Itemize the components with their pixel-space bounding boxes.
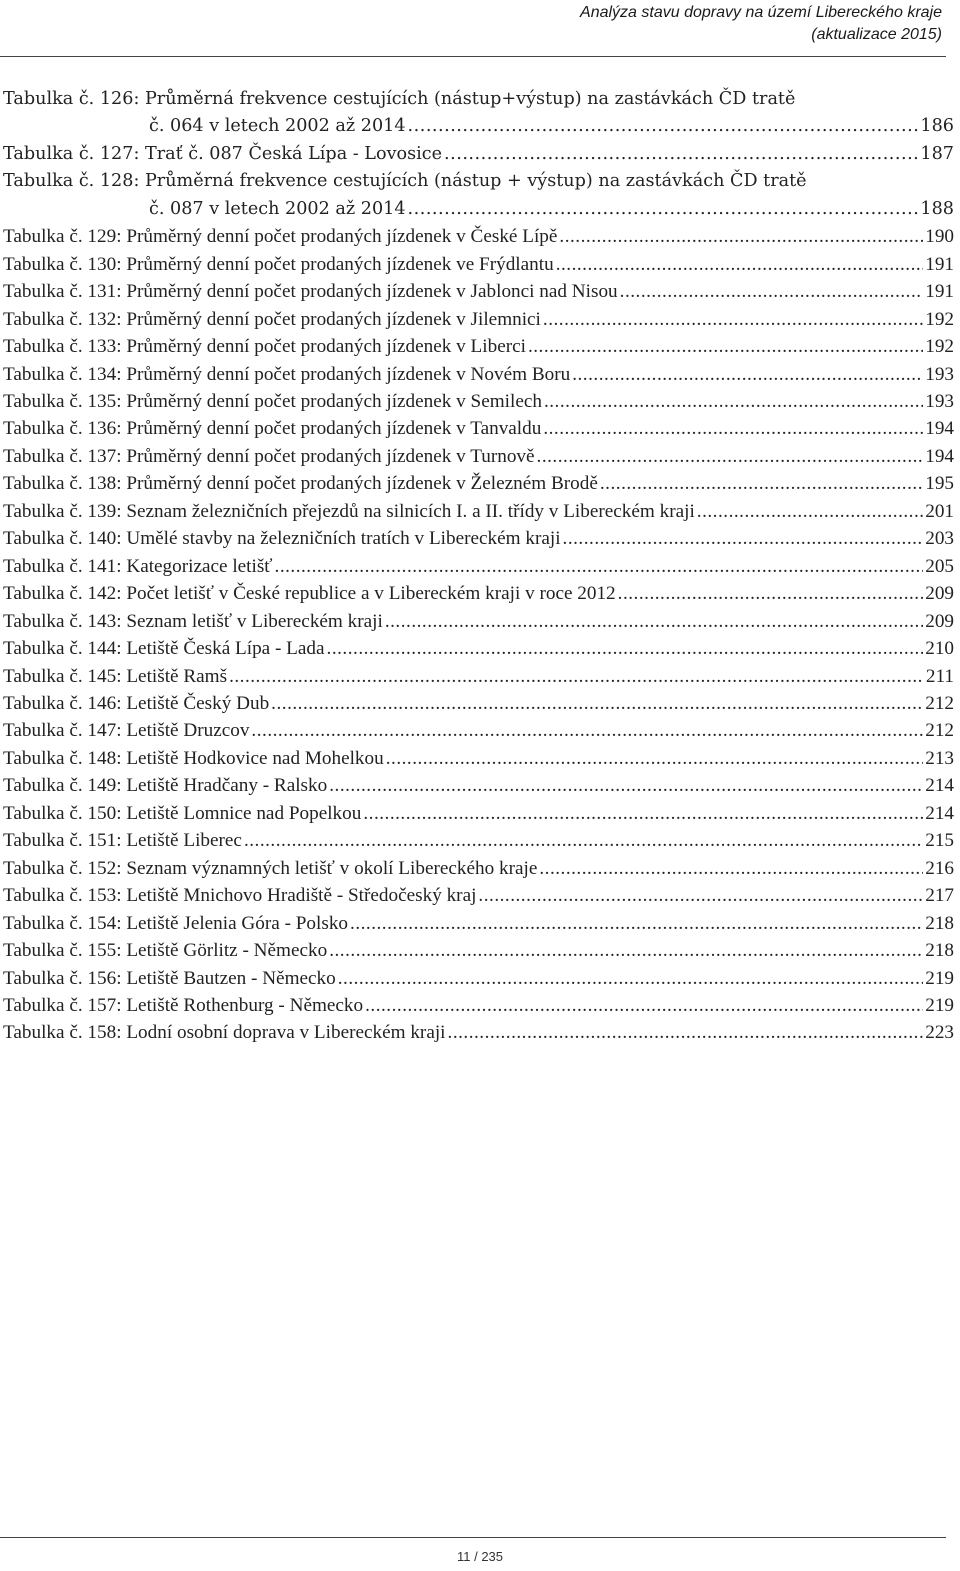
dot-leader <box>544 388 923 415</box>
toc-page-number: 219 <box>925 967 954 989</box>
toc-entry-128-line1[interactable] <box>3 168 954 195</box>
toc-page-number: 214 <box>925 775 954 797</box>
toc-page-number: 188 <box>920 198 954 219</box>
toc-entry-128[interactable] <box>3 196 954 223</box>
toc-entry-text: Tabulka č. 147: Letiště Druzcov <box>3 720 250 742</box>
toc-entry-text: Tabulka č. 137: Průměrný denní počet prodaných jízdenek v Turnově <box>3 445 535 467</box>
toc-entry-text: Tabulka č. 141: Kategorizace letišť <box>3 555 273 577</box>
toc-entry-154[interactable] <box>3 910 954 937</box>
dot-leader <box>537 443 924 470</box>
toc-entry-text: č. 064 v letech 2002 až 2014 <box>149 116 406 137</box>
toc-page-number: 209 <box>925 610 954 632</box>
toc-entry-text: Tabulka č. 155: Letiště Görlitz - Německo <box>3 940 328 962</box>
toc-page-number: 215 <box>925 830 954 852</box>
toc-page-number: 217 <box>925 885 954 907</box>
toc-entry-text: Tabulka č. 142: Počet letišť v České republice a v Libereckém kraji v roce 2012 <box>3 583 616 605</box>
toc-entry-129[interactable] <box>3 223 954 250</box>
toc-entry-136[interactable] <box>3 415 954 442</box>
dot-leader <box>329 937 923 964</box>
toc-entry-127[interactable] <box>3 141 954 168</box>
toc-page-number: 212 <box>925 720 954 742</box>
toc-entry-text: Tabulka č. 128: Průměrná frekvence cestujících (nástup + výstup) na zastávkách ČD tratě <box>3 171 807 192</box>
toc-page-number: 213 <box>925 747 954 769</box>
toc-entry-text: Tabulka č. 130: Průměrný denní počet prodaných jízdenek ve Frýdlantu <box>3 253 554 275</box>
toc-entry-140[interactable] <box>3 525 954 552</box>
header-title: Analýza stavu dopravy na území Libereckého kraje <box>580 4 942 21</box>
footer-divider <box>0 1537 946 1538</box>
dot-leader <box>444 141 918 168</box>
toc-entry-150[interactable] <box>3 800 954 827</box>
dot-leader <box>327 635 924 662</box>
toc-page-number: 194 <box>925 445 954 467</box>
dot-leader <box>559 223 923 250</box>
dot-leader <box>244 827 923 854</box>
toc-entry-139[interactable] <box>3 498 954 525</box>
toc-entry-text: Tabulka č. 145: Letiště Ramš <box>3 665 228 687</box>
toc-entry-text: Tabulka č. 156: Letiště Bautzen - Německo <box>3 967 336 989</box>
toc-page-number: 191 <box>925 281 954 303</box>
toc-entry-149[interactable] <box>3 772 954 799</box>
dot-leader <box>478 882 923 909</box>
toc-entry-text: Tabulka č. 127: Trať č. 087 Česká Lípa - Lovosice <box>3 143 443 164</box>
toc-entry-text: Tabulka č. 139: Seznam železničních přejezdů na silnicích I. a II. třídy v Libereckém kraji <box>3 500 695 522</box>
toc-page-number: 203 <box>925 528 954 550</box>
toc-entry-text: Tabulka č. 135: Průměrný denní počet prodaných jízdenek v Semilech <box>3 390 542 412</box>
toc-page-number: 223 <box>925 1022 954 1044</box>
toc-entry-148[interactable] <box>3 745 954 772</box>
dot-leader <box>271 690 923 717</box>
toc-entry-text: Tabulka č. 150: Letiště Lomnice nad Popelkou <box>3 802 362 824</box>
toc-entry-151[interactable] <box>3 827 954 854</box>
dot-leader <box>365 992 923 1019</box>
dot-leader <box>543 415 923 442</box>
page-number: 11 / 235 <box>456 1549 504 1564</box>
toc-entry-text: Tabulka č. 138: Průměrný denní počet prodaných jízdenek v Železném Brodě <box>3 473 598 495</box>
toc-page-number: 193 <box>925 390 954 412</box>
toc-page-number: 191 <box>925 253 954 275</box>
toc-entry-131[interactable] <box>3 278 954 305</box>
toc-entry-text: Tabulka č. 136: Průměrný denní počet prodaných jízdenek v Tanvaldu <box>3 418 542 440</box>
toc-entry-145[interactable] <box>3 663 954 690</box>
dot-leader <box>448 1019 924 1046</box>
dot-leader <box>528 333 923 360</box>
dot-leader <box>572 361 923 388</box>
dot-leader <box>329 772 923 799</box>
toc-entry-126[interactable] <box>3 113 954 140</box>
toc-entry-text: Tabulka č. 148: Letiště Hodkovice nad Mohelkou <box>3 747 384 769</box>
toc-page-number: 194 <box>925 418 954 440</box>
toc-entry-126-line1[interactable] <box>3 86 954 113</box>
toc-entry-text: Tabulka č. 132: Průměrný denní počet prodaných jízdenek v Jilemnici <box>3 308 541 330</box>
toc-entry-text: Tabulka č. 149: Letiště Hradčany - Ralsko <box>3 775 328 797</box>
dot-leader <box>539 855 923 882</box>
toc-entry-132[interactable] <box>3 306 954 333</box>
toc-entry-text: Tabulka č. 129: Průměrný denní počet prodaných jízdenek v České Lípě <box>3 226 558 248</box>
toc-page-number: 210 <box>925 638 954 660</box>
toc-entry-157[interactable] <box>3 992 954 1019</box>
dot-leader <box>385 608 923 635</box>
dot-leader <box>229 663 924 690</box>
dot-leader <box>386 745 924 772</box>
dot-leader <box>363 800 923 827</box>
toc-entry-135[interactable] <box>3 388 954 415</box>
toc-entry-text: Tabulka č. 133: Průměrný denní počet prodaných jízdenek v Liberci <box>3 336 526 358</box>
toc-entry-130[interactable] <box>3 251 954 278</box>
toc-entry-text: Tabulka č. 144: Letiště Česká Lípa - Lada <box>3 638 325 660</box>
dot-leader <box>275 553 924 580</box>
dot-leader <box>338 965 924 992</box>
toc-entry-text: Tabulka č. 157: Letiště Rothenburg - Německo <box>3 994 364 1016</box>
toc-page-number: 214 <box>925 802 954 824</box>
dot-leader <box>620 278 924 305</box>
toc-page-number: 187 <box>920 143 954 164</box>
toc-entry-143[interactable] <box>3 608 954 635</box>
toc-page-number: 218 <box>925 940 954 962</box>
toc-entry-text: Tabulka č. 126: Průměrná frekvence cestujících (nástup+výstup) na zastávkách ČD tratě <box>3 89 796 109</box>
toc-entry-text: Tabulka č. 153: Letiště Mnichovo Hradiště - Středočeský kraj <box>3 885 477 907</box>
dot-leader <box>408 113 919 140</box>
toc-page-number: 209 <box>925 583 954 605</box>
toc-entry-155[interactable] <box>3 937 954 964</box>
toc-entry-158[interactable] <box>3 1019 954 1046</box>
toc-entry-133[interactable] <box>3 333 954 360</box>
toc-entry-text: Tabulka č. 146: Letiště Český Dub <box>3 692 270 714</box>
toc-entry-text: č. 087 v letech 2002 až 2014 <box>149 198 406 219</box>
header-subtitle: (aktualizace 2015) <box>811 26 942 43</box>
toc-page-number: 211 <box>925 665 954 687</box>
dot-leader <box>697 498 923 525</box>
toc-entry-146[interactable] <box>3 690 954 717</box>
toc-page-number: 216 <box>925 857 954 879</box>
toc-entry-text: Tabulka č. 154: Letiště Jelenia Góra - Polsko <box>3 912 349 934</box>
toc-page-number: 193 <box>925 363 954 385</box>
toc-page-number: 201 <box>925 500 954 522</box>
toc-page-number: 212 <box>925 692 954 714</box>
toc-entry-text: Tabulka č. 143: Seznam letišť v Libereckém kraji <box>3 610 383 632</box>
toc-entry-141[interactable] <box>3 553 954 580</box>
toc-entry-152[interactable] <box>3 855 954 882</box>
dot-leader <box>563 525 924 552</box>
dot-leader <box>600 470 923 497</box>
toc-entry-144[interactable] <box>3 635 954 662</box>
toc-entry-text: Tabulka č. 158: Lodní osobní doprava v Libereckém kraji <box>3 1022 446 1044</box>
toc-page-number: 192 <box>925 308 954 330</box>
dot-leader <box>543 306 923 333</box>
toc-entry-138[interactable] <box>3 470 954 497</box>
list-of-tables <box>3 86 954 1047</box>
toc-page-number: 186 <box>920 116 954 137</box>
toc-page-number: 218 <box>925 912 954 934</box>
running-header <box>580 2 942 46</box>
toc-entry-text: Tabulka č. 151: Letiště Liberec <box>3 830 242 852</box>
toc-entry-text: Tabulka č. 131: Průměrný denní počet prodaných jízdenek v Jablonci nad Nisou <box>3 281 618 303</box>
toc-entry-147[interactable] <box>3 717 954 744</box>
toc-page-number: 190 <box>925 226 954 248</box>
toc-page-number: 195 <box>925 473 954 495</box>
toc-entry-156[interactable] <box>3 965 954 992</box>
toc-entry-text: Tabulka č. 152: Seznam významných letišť v okolí Libereckého kraje <box>3 857 538 879</box>
dot-leader <box>618 580 924 607</box>
toc-entry-text: Tabulka č. 140: Umělé stavby na železničních tratích v Libereckém kraji <box>3 528 561 550</box>
dot-leader <box>251 717 923 744</box>
toc-entry-142[interactable] <box>3 580 954 607</box>
toc-entry-text: Tabulka č. 134: Průměrný denní počet prodaných jízdenek v Novém Boru <box>3 363 571 385</box>
toc-page-number: 219 <box>925 994 954 1016</box>
header-divider <box>0 56 946 57</box>
dot-leader <box>408 196 919 223</box>
dot-leader <box>556 251 924 278</box>
toc-page-number: 205 <box>925 555 954 577</box>
toc-page-number: 192 <box>925 336 954 358</box>
toc-entry-137[interactable] <box>3 443 954 470</box>
dot-leader <box>350 910 923 937</box>
toc-entry-134[interactable] <box>3 361 954 388</box>
toc-entry-153[interactable] <box>3 882 954 909</box>
